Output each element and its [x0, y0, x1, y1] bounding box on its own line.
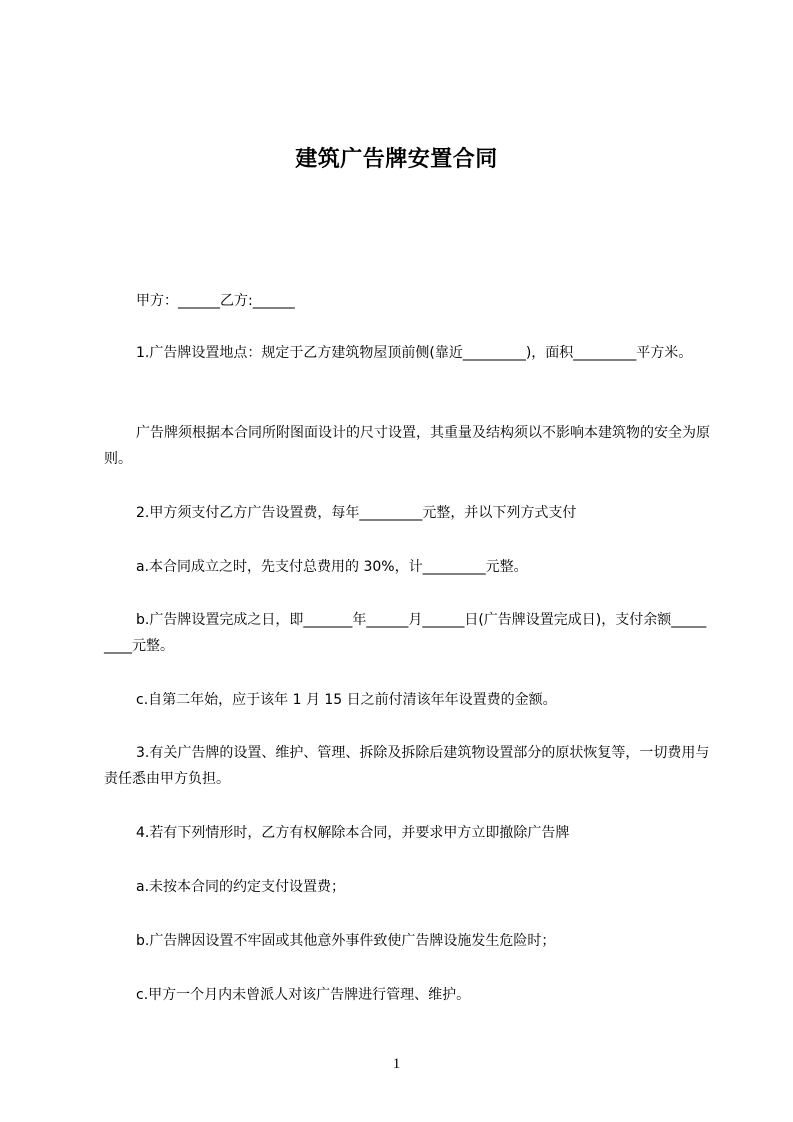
- page-number: 1: [392, 1056, 401, 1072]
- parties-line: 甲方：______乙方:______: [136, 293, 295, 309]
- clause-4-termination: 4.若有下列情形时，乙方有权解除本合同，并要求甲方立即撤除广告牌: [136, 825, 570, 841]
- clause-2c: c.自第二年始，应于该年 1 月 15 日之前付清该年年设置费的金额。: [136, 692, 557, 708]
- clause-1-design-note: 广告牌须根据本合同所附图面设计的尺寸设置，其重量及结构须以不影响本建筑物的安全为原则。: [104, 425, 710, 467]
- clause-4c: c.甲方一个月内未曾派人对该广告牌进行管理、维护。: [136, 987, 471, 1003]
- clause-3-responsibility: 3.有关广告牌的设置、维护、管理、拆除及拆除后建筑物设置部分的原状恢复等，一切费用与责任悉由甲方负担。: [104, 745, 710, 787]
- clause-2-fee: 2.甲方须支付乙方广告设置费，每年_________元整，并以下列方式支付: [136, 505, 577, 521]
- clause-2b: b.广告牌设置完成之日，即_______年______月______日(广告牌设置完成日)，支付余额_________元整。: [104, 612, 707, 654]
- clause-4b: b.广告牌因设置不牢固或其他意外事件致使广告牌设施发生危险时；: [136, 933, 556, 949]
- clause-1-location: 1.广告牌设置地点：规定于乙方建筑物屋顶前侧(靠近_________)，面积_________平方米。: [136, 345, 693, 361]
- document-title: 建筑广告牌安置合同: [295, 147, 498, 172]
- clause-2a: a.本合同成立之时，先支付总费用的 30%，计_________元整。: [136, 559, 528, 575]
- clause-4a: a.未按本合同的约定支付设置费；: [136, 879, 346, 895]
